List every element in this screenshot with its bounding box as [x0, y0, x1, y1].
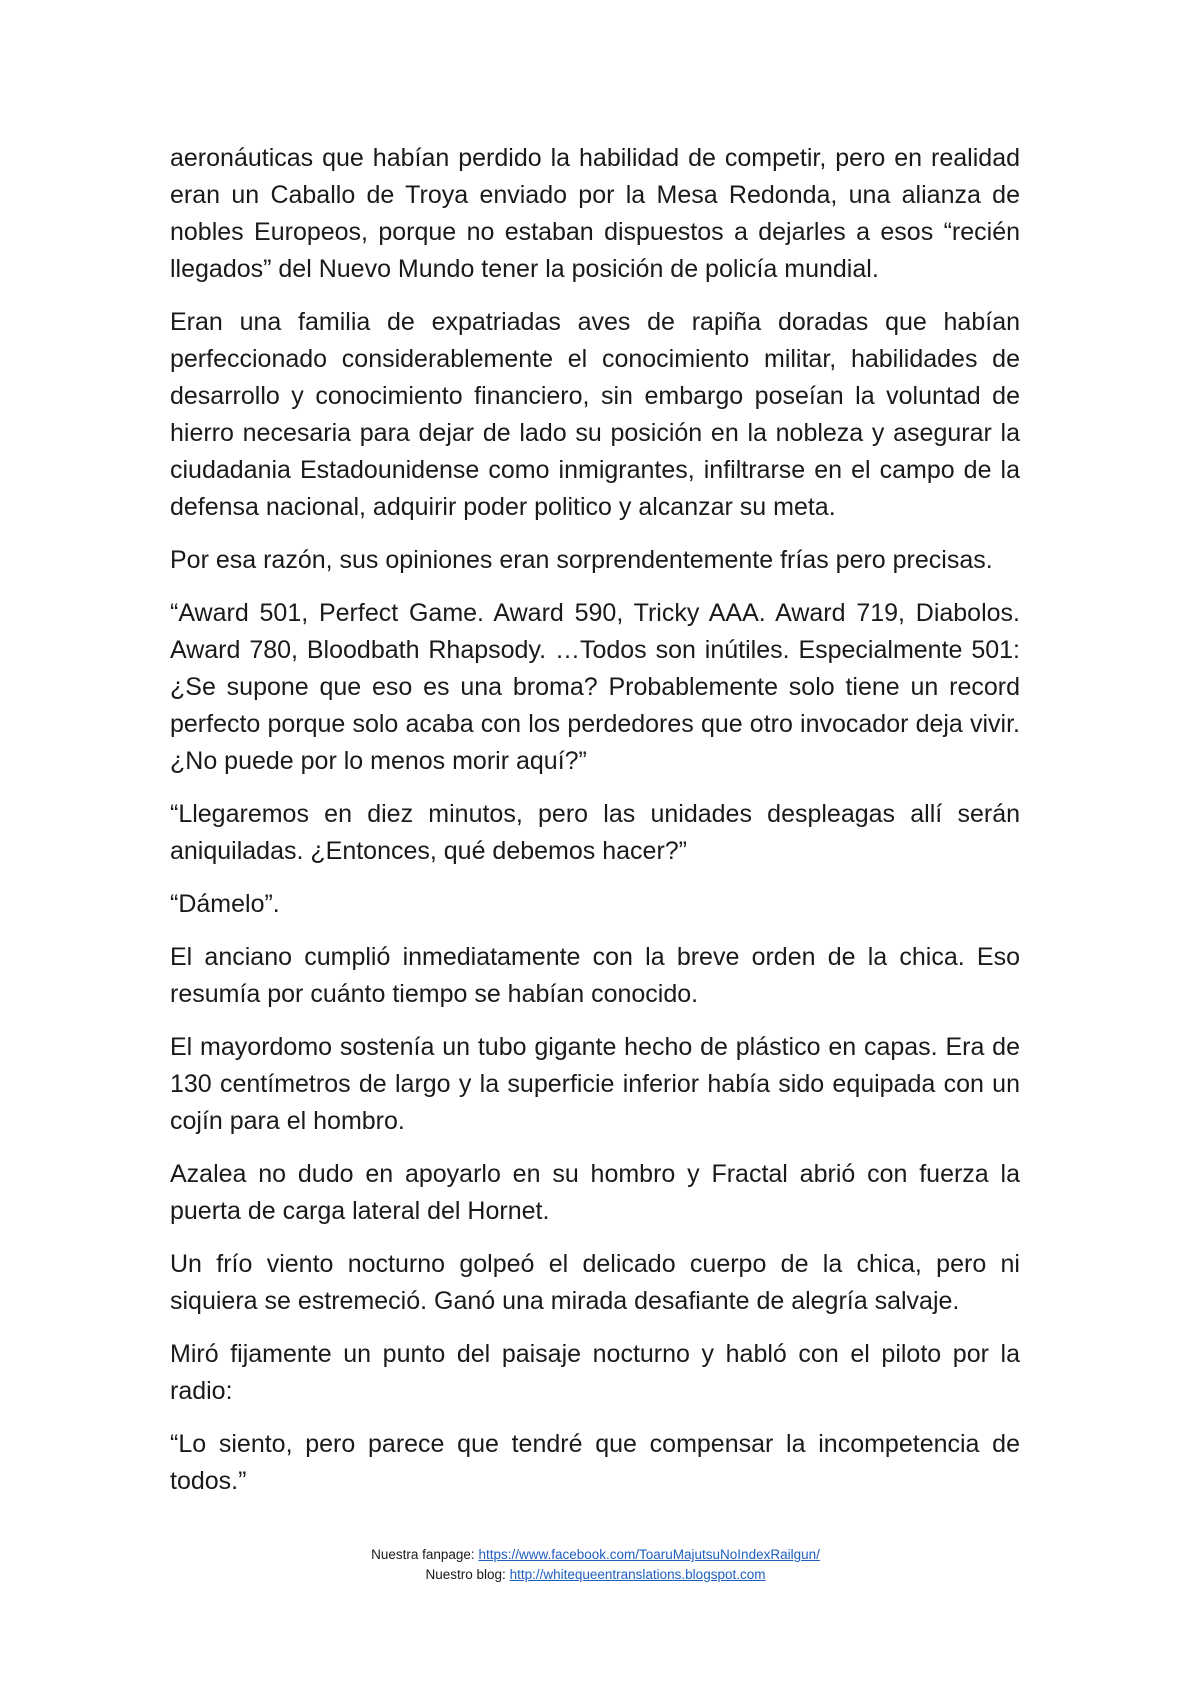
paragraph-11: Miró fijamente un punto del paisaje nocturno y habló con el piloto por la radio:: [170, 1340, 1020, 1405]
paragraph-7: El anciano cumplió inmediatamente con la breve orden de la chica. Eso resumía por cuánto tiempo se habían conocido.: [170, 943, 1020, 1008]
paragraph-10: Un frío viento nocturno golpeó el delicado cuerpo de la chica, pero ni siquiera se estremeció. Ganó una mirada desafiante de alegría salvaje.: [170, 1250, 1020, 1315]
body-text: [170, 140, 1020, 1516]
paragraph-9: Azalea no dudo en apoyarlo en su hombro y Fractal abrió con fuerza la puerta de carga lateral del Hornet.: [170, 1160, 1020, 1225]
fanpage-link[interactable]: https://www.facebook.com/ToaruMajutsuNoIndexRailgun/: [478, 1547, 820, 1562]
paragraph-6: “Dámelo”.: [170, 890, 280, 918]
blog-link[interactable]: http://whitequeentranslations.blogspot.com: [509, 1567, 766, 1582]
paragraph-3: Por esa razón, sus opiniones eran sorprendentemente frías pero precisas.: [170, 546, 993, 574]
fanpage-label: Nuestra fanpage:: [371, 1547, 479, 1562]
footer-fanpage-line: [0, 1545, 1191, 1565]
paragraph-4: “Award 501, Perfect Game. Award 590, Tricky AAA. Award 719, Diabolos. Award 780, Bloodbath Rhapsody. …Todos son inútiles. Especialmente 501: ¿Se supone que eso es una broma? Probablemente solo tiene un record perfecto porque solo acaba con los perdedores que otro invocador deja vivir. ¿No puede por lo menos morir aquí?”: [170, 599, 1020, 775]
paragraph-2: Eran una familia de expatriadas aves de rapiña doradas que habían perfeccionado considerablemente el conocimiento militar, habilidades de desarrollo y conocimiento financiero, sin embargo poseían la voluntad de hierro necesaria para dejar de lado su posición en la nobleza y asegurar la ciudadania Estadounidense como inmigrantes, infiltrarse en el campo de la defensa nacional, adquirir poder politico y alcanzar su meta.: [170, 308, 1020, 521]
paragraph-5: “Llegaremos en diez minutos, pero las unidades despleagas allí serán aniquiladas. ¿Entonces, qué debemos hacer?”: [170, 800, 1020, 865]
blog-label: Nuestro blog:: [425, 1567, 510, 1582]
paragraph-12: “Lo siento, pero parece que tendré que compensar la incompetencia de todos.”: [170, 1430, 1020, 1495]
page-footer: [0, 1545, 1191, 1585]
footer-blog-line: [0, 1565, 1191, 1585]
paragraph-8: El mayordomo sostenía un tubo gigante hecho de plástico en capas. Era de 130 centímetros de largo y la superficie inferior había sido equipada con un cojín para el hombro.: [170, 1033, 1020, 1135]
paragraph-1: aeronáuticas que habían perdido la habilidad de competir, pero en realidad eran un Caballo de Troya enviado por la Mesa Redonda, una alianza de nobles Europeos, porque no estaban dispuestos a dejarles a esos “recién llegados” del Nuevo Mundo tener la posición de policía mundial.: [170, 144, 1020, 283]
